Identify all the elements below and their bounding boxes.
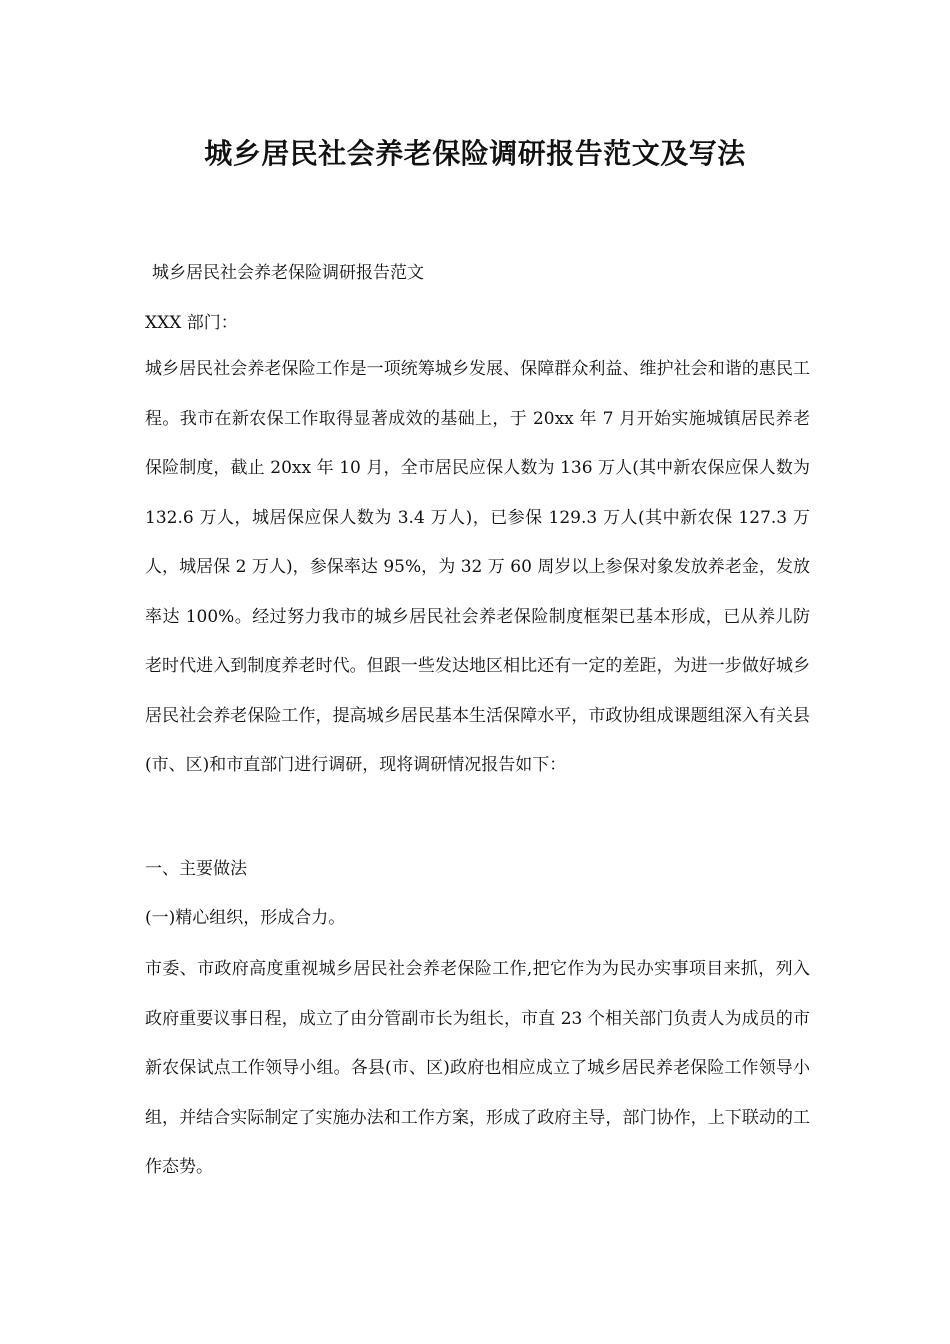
document-title: 城乡居民社会养老保险调研报告范文及写法 xyxy=(204,137,746,170)
section-heading: 一、主要做法 xyxy=(145,859,247,879)
recipient-line: XXX 部门： xyxy=(145,313,238,333)
document-subtitle: 城乡居民社会养老保险调研报告范文 xyxy=(152,263,424,283)
subsection-heading: (一)精心组织，形成合力。 xyxy=(145,908,346,928)
body-paragraph: 市委、市政府高度重视城乡居民社会养老保险工作,把它作为为民办实事项目来抓，列入政府重要议事日程，成立了由分管副市长为组长，市直 23 个相关部门负责人为成员的市新农保试点工作领导小组。各县(市、区)政府也相应成立了城乡居民养老保险工作领导小组，并结合实际制定了实施办法和工作方案，形成了政府主导，部门协作，上下联动的工作态势。 xyxy=(145,959,810,1177)
intro-paragraph: 城乡居民社会养老保险工作是一项统筹城乡发展、保障群众利益、维护社会和谐的惠民工程。我市在新农保工作取得显著成效的基础上，于 20xx 年 7 月开始实施城镇居民养老保险制度，截止 20xx 年 10 月，全市居民应保人数为 136 万人(其中新农保应保人数为 132.6 万人，城居保应保人数为 3.4 万人)，已参保 129.3 万人(其中新农保 127.3 万人，城居保 2 万人)，参保率达 95%，为 32 万 60 周岁以上参保对象发放养老金，发放率达 100%。经过努力我市的城乡居民社会养老保险制度框架已基本形成，已从养儿防老时代进入到制度养老时代。但跟一些发达地区相比还有一定的差距，为进一步做好城乡居民社会养老保险工作，提高城乡居民基本生活保障水平，市政协组成课题组深入有关县(市、区)和市直部门进行调研，现将调研情况报告如下： xyxy=(145,359,810,775)
